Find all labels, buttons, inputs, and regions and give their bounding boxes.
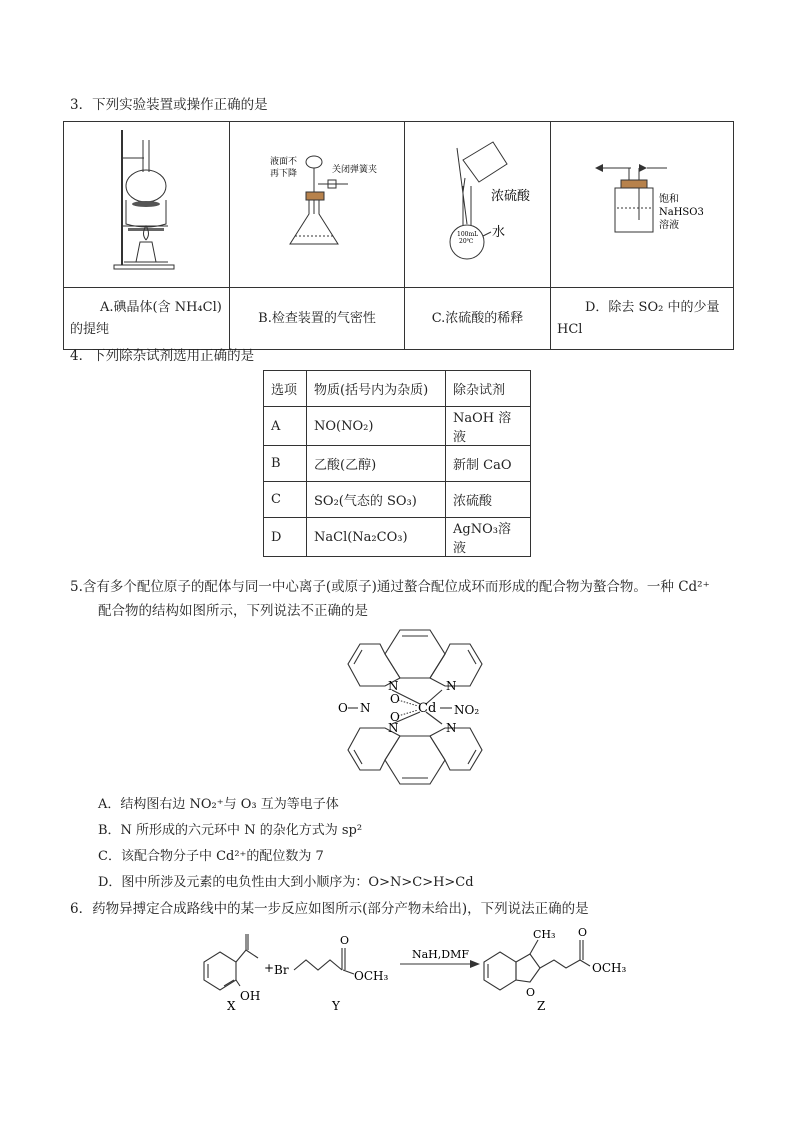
label-water: 水 (492, 225, 506, 240)
q5-option-c: C．该配合物分子中 Cd²⁺的配位数为 7 (98, 849, 324, 864)
q3-caption-c: C.浓硫酸的稀释 (405, 288, 551, 350)
label-y: Y (332, 999, 340, 1013)
q4-stem: 4．下列除杂试剂选用正确的是 (70, 348, 255, 364)
q3-figure-a (64, 122, 230, 288)
label-20c: 20℃ (459, 238, 474, 245)
q5-option-a: A．结构图右边 NO₂⁺与 O₃ 互为等电子体 (98, 797, 339, 812)
q5-stem-line1: 5.含有多个配位原子的配体与同一中心离子(或原子)通过螯合配位成环而形成的配合物为螯合物。一种 Cd²⁺ (70, 579, 710, 595)
header-option: 选项 (264, 371, 307, 407)
reaction-scheme (190, 924, 650, 1014)
q3-caption-b: B.检查装置的气密性 (230, 288, 405, 350)
plus-sign: + (264, 961, 275, 975)
q3-caption-a: A.碘晶体(含 NH₄Cl) 的提纯 (64, 288, 230, 350)
table-header-row (264, 371, 531, 407)
x-oh: OH (240, 989, 261, 1003)
group-no2: NO₂ (454, 703, 480, 717)
label-100ml: 100mL (457, 231, 479, 238)
q3-figure-d (551, 122, 734, 288)
cd-complex-structure (330, 624, 500, 790)
atom-n: N (388, 721, 399, 735)
atom-n: N (446, 679, 457, 693)
atom-o: O (390, 710, 400, 724)
z-carbonyl-o: O (578, 926, 588, 939)
reaction-conditions: NaH,DMF (412, 948, 469, 961)
q3-figure-c (405, 122, 551, 288)
q3-figure-b (230, 122, 405, 288)
label-nahso3: NaHSO3 (659, 207, 704, 218)
label-z: Z (537, 999, 546, 1013)
dilution-apparatus-drawing (405, 122, 550, 283)
atom-cd: Cd (418, 701, 437, 716)
atom-o: O (390, 692, 400, 706)
gas-wash-bottle-drawing (551, 122, 733, 283)
atom-n: N (446, 721, 457, 735)
atom-n: N (388, 679, 399, 693)
y-br: Br (274, 963, 289, 977)
label-conc-acid: 浓硫酸 (491, 189, 531, 204)
atom-o: O (338, 701, 348, 715)
label-saturated: 饱和 (659, 194, 679, 205)
airtightness-apparatus-drawing (230, 122, 404, 283)
atom-n: N (360, 701, 371, 715)
y-och3: OCH₃ (354, 969, 389, 983)
z-ch3: CH₃ (533, 928, 556, 941)
table-row: B 乙酸(乙醇) 新制 CaO (264, 446, 531, 482)
z-och3: OCH₃ (592, 961, 627, 975)
label-x: X (227, 999, 236, 1013)
q5-option-d: D．图中所涉及元素的电负性由大到小顺序为：O>N>C>H>Cd (98, 875, 474, 890)
q5-option-b: B．N 所形成的六元环中 N 的杂化方式为 sp² (98, 823, 363, 838)
label-no-drop: 再下降 (270, 169, 298, 179)
label-liquid-level: 液面不 (270, 157, 298, 167)
q6-stem: 6．药物异搏定合成路线中的某一步反应如图所示(部分产物未给出)，下列说法正确的是 (70, 901, 589, 917)
table-row: C SO₂(气态的 SO₃) 浓硫酸 (264, 482, 531, 518)
table-row: D NaCl(Na₂CO₃) AgNO₃溶液 (264, 518, 531, 557)
label-solution: 溶液 (659, 220, 679, 231)
table-row: A NO(NO₂) NaOH 溶液 (264, 407, 531, 446)
sublimation-apparatus-drawing (64, 122, 229, 283)
header-reagent: 除杂试剂 (446, 371, 531, 407)
z-ring-o: O (526, 986, 536, 999)
q5-stem-line2: 配合物的结构如图所示，下列说法不正确的是 (98, 603, 368, 619)
q3-caption-d: D．除去 SO₂ 中的少量 HCl (551, 288, 734, 350)
header-substance: 物质(括号内为杂质) (307, 371, 446, 407)
q3-apparatus-table (63, 121, 734, 350)
y-carbonyl-o: O (340, 934, 350, 947)
q3-stem: 3．下列实验装置或操作正确的是 (70, 97, 268, 113)
q4-table (263, 370, 531, 557)
label-close-clamp: 关闭弹簧夹 (332, 165, 378, 175)
